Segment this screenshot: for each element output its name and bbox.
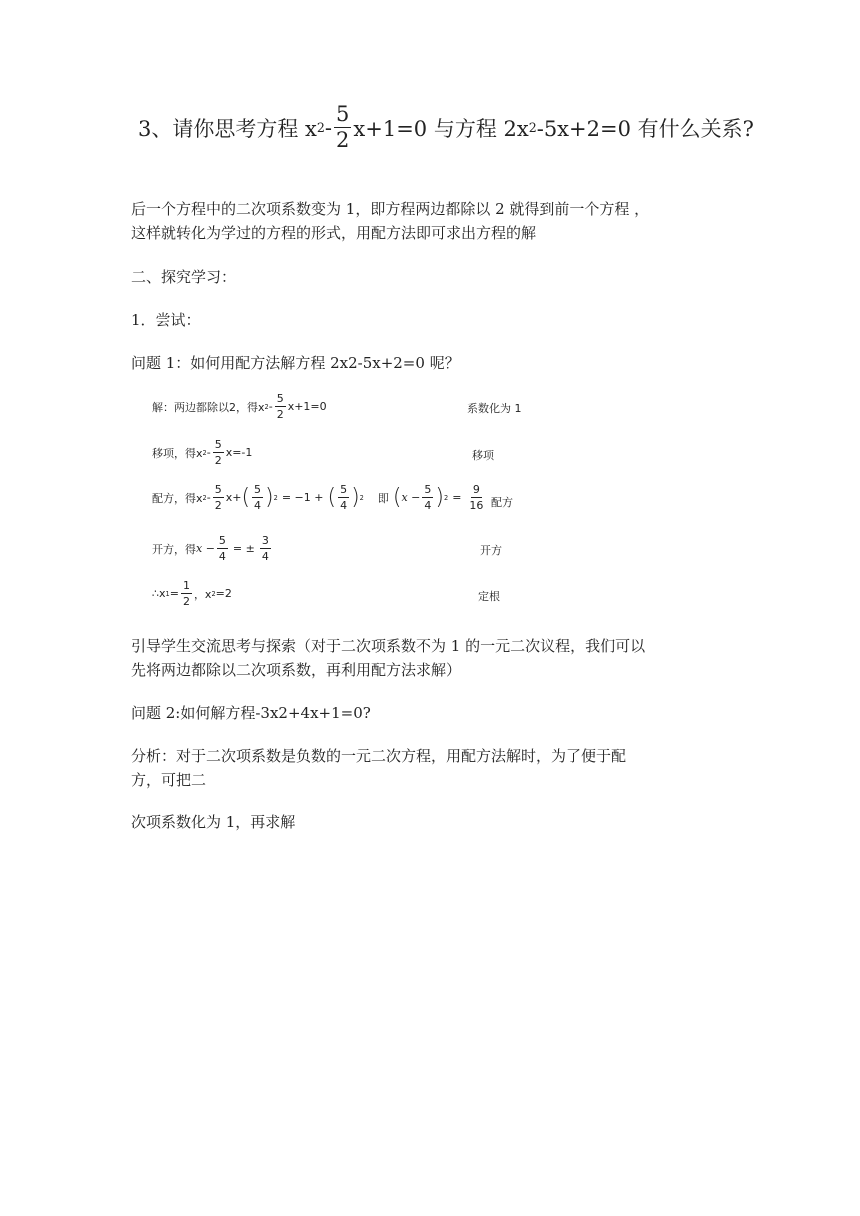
step1-dash: - <box>268 400 273 413</box>
q3-prefix: 3、请你思考方程 x <box>138 116 317 141</box>
q3-suffix: -5x+2=0 有什么关系? <box>536 116 754 141</box>
step3-n1: 5 <box>254 483 262 496</box>
step1-tail: x+1=0 <box>287 400 327 413</box>
question-3: 3、请你思考方程 x 2 - $\frac{5}{2}$ x+1=0 与方程 2x 2 -5x+2=0 有什么关系? <box>138 102 754 152</box>
step3-lparen-2: ( <box>327 484 337 510</box>
step3-num: 5 <box>214 483 222 496</box>
step1-num: 5 <box>276 392 284 405</box>
step4-xv: x − <box>196 542 215 555</box>
step3-dash: - <box>206 491 211 504</box>
step3-n3: 5 <box>424 483 432 496</box>
step3-rparen-1: ) <box>265 484 274 510</box>
paragraph-1-line-1: 后一个方程中的二次项系数变为 1，即方程两边都除以 2 就得到前一个方程 ， <box>131 200 650 218</box>
q3-fraction <box>334 104 351 151</box>
step3-frac-1 <box>252 484 263 511</box>
step3-lparen-3: ( <box>392 484 402 510</box>
step5-den: 2 <box>182 595 190 608</box>
step2-dash: - <box>206 446 211 459</box>
step4-d1: 4 <box>218 550 226 563</box>
last-line: 次项系数化为 1，再求解 <box>131 813 296 831</box>
step1-note: 系数化为 1 <box>467 402 522 415</box>
problem-1: 问题 1：如何用配方法解方程 2x2-5x+2=0 呢？ <box>131 354 460 372</box>
step4-n1: 5 <box>218 534 226 547</box>
step3-n4: 9 <box>472 483 480 496</box>
q3-mid: x+1=0 与方程 2x <box>353 116 529 141</box>
step5-num: 1 <box>182 579 190 592</box>
solution-step-1: 解：两边都除以2，得x 2 - $\frac{5}{2}$ x+1=0 <box>152 392 327 421</box>
step4-lead: 开方，得 <box>152 542 196 556</box>
step1-den: 2 <box>276 408 284 421</box>
step5-note: 定根 <box>478 590 500 603</box>
step3-den: 2 <box>214 499 222 512</box>
step3-eq2: = <box>452 491 462 504</box>
step2-tail: x=-1 <box>225 446 253 459</box>
step3-frac-4 <box>467 484 485 511</box>
step4-frac-2 <box>260 535 271 562</box>
solution-step-3: 配方，得x 2 - $\frac{5}{2}$ x+ ( $\frac{5}{4}$ ) 2 = −1 + ( $\frac{5}{4}$ ) 2 即 ( x − $\frac{5}{4}$ ) 2 = $\frac{9}{16}$ <box>152 483 484 512</box>
step3-fraction <box>213 484 224 511</box>
step3-n2: 5 <box>340 483 348 496</box>
step3-ji: 即 <box>377 491 389 505</box>
step4-frac-1 <box>217 535 228 562</box>
step3-lead: 配方，得x <box>152 491 203 505</box>
step5-tail: =2 <box>215 587 232 600</box>
step4-eq: = ± <box>232 542 255 555</box>
step3-rparen-3: ) <box>435 484 444 510</box>
section-heading: 二、探究学习： <box>131 268 237 286</box>
guide-line-1: 引导学生交流思考与探索（对于二次项系数不为 1 的一元二次议程，我们可以 <box>131 637 646 655</box>
step4-note: 开方 <box>480 544 502 557</box>
step5-lead: ∴x <box>152 587 166 600</box>
step2-num: 5 <box>214 438 222 451</box>
solution-step-2: 移项，得x 2 - $\frac{5}{2}$ x=-1 <box>152 438 253 467</box>
step3-frac-2 <box>338 484 349 511</box>
paragraph-1-line-2: 这样就转化为学过的方程的形式，用配方法即可求出方程的解 <box>131 224 537 242</box>
solution-step-4 <box>152 535 273 562</box>
step3-lparen-1: ( <box>241 484 251 510</box>
step3-frac-3 <box>422 484 433 511</box>
q3-minus: - <box>324 115 333 140</box>
step3-plusx: x+ <box>225 491 242 504</box>
step5-fraction <box>181 580 192 607</box>
guide-line-2: 先将两边都除以二次项系数，再利用配方法求解） <box>131 661 462 679</box>
q3-frac-num: 5 <box>336 102 350 126</box>
step2-fraction <box>213 439 224 466</box>
step5-eq: = <box>169 587 179 600</box>
step2-den: 2 <box>214 454 222 467</box>
solution-step-5: ∴x 1 = $\frac{1}{2}$ ，x 2 =2 <box>152 579 232 608</box>
step3-note: 配方 <box>491 496 513 509</box>
item-1: 1．尝试： <box>131 311 201 329</box>
step4-d2: 4 <box>261 550 269 563</box>
step4-n2: 3 <box>261 534 269 547</box>
step3-eq: = −1 + <box>281 491 324 504</box>
problem-2: 问题 2:如何解方程-3x2+4x+1=0? <box>131 704 371 722</box>
step3-xv: x − <box>401 491 421 504</box>
analysis-line-1: 分析：对于二次项系数是负数的一元二次方程，用配方法解时，为了便于配 <box>131 747 627 765</box>
step3-d4: 16 <box>469 499 484 512</box>
step1-lead: 解：两边都除以2，得x <box>152 400 265 414</box>
step3-rparen-2: ) <box>351 484 360 510</box>
step3-d3: 4 <box>424 499 432 512</box>
step5-mid: ，x <box>193 587 212 601</box>
step2-lead: 移项，得x <box>152 446 203 460</box>
q3-frac-den: 2 <box>336 128 350 152</box>
analysis-line-2: 方，可把二 <box>131 771 207 789</box>
step2-note: 移项 <box>472 449 494 462</box>
step3-d1: 4 <box>254 499 262 512</box>
step3-d2: 4 <box>340 499 348 512</box>
step1-fraction <box>275 393 286 420</box>
